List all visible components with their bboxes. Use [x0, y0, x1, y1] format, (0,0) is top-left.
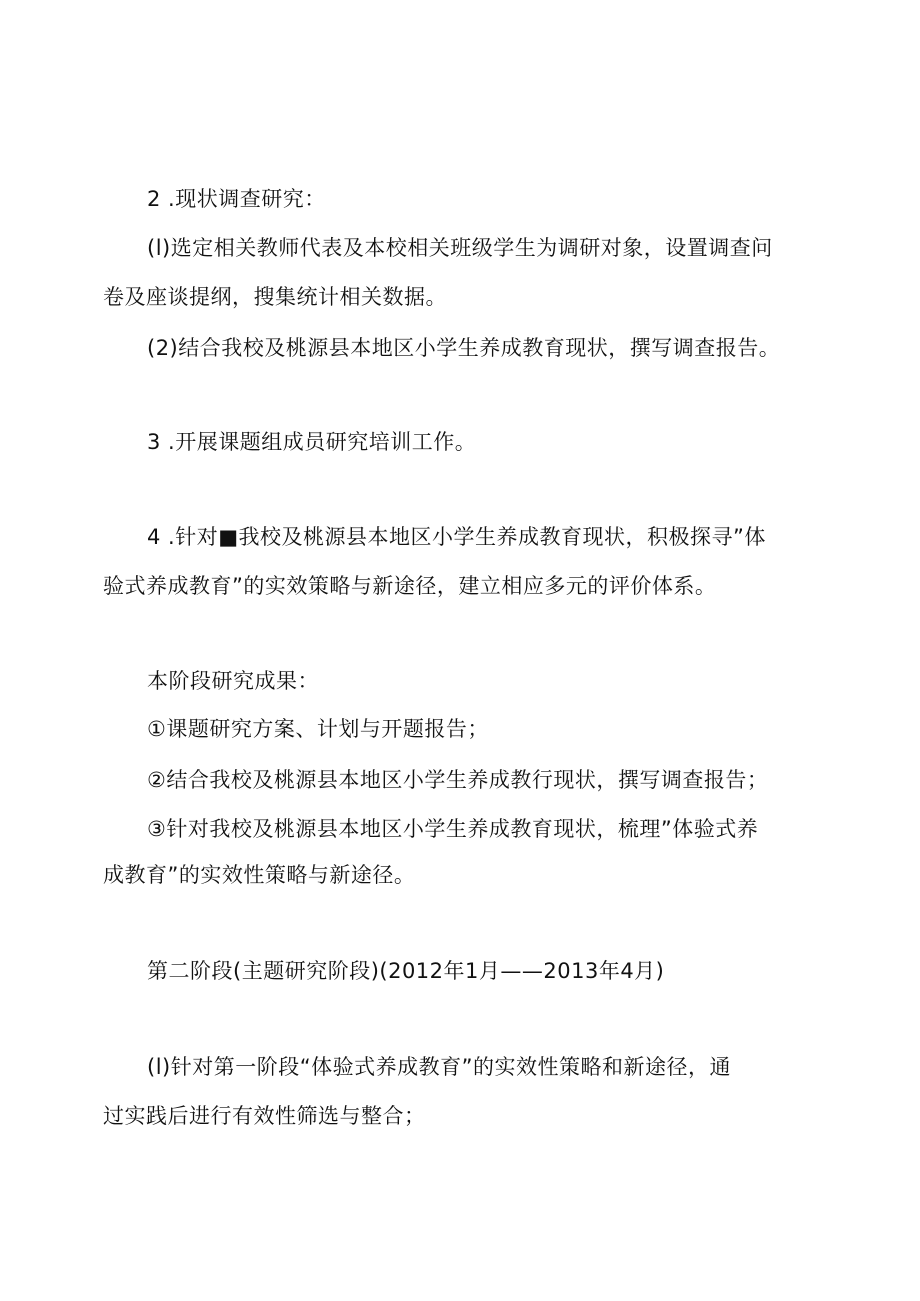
phase-2-item-1-line-2: 过实践后进行有效性筛选与整合；	[103, 1104, 426, 1128]
phase-2-heading: 第二阶段(主题研究阶段)(2012年1月——2013年4月)	[147, 959, 665, 983]
section-4-line-2: 验式养成教育”的实效策略与新途径，建立相应多元的评价体系。	[103, 574, 717, 598]
result-item-3-line-2: 成教育”的实效性策略与新途径。	[103, 863, 416, 887]
section-2-item-1-line-2: 卷及座谈提纲，搜集统计相关数据。	[103, 285, 447, 309]
section-4-line-1: 4 .针对■我校及桃源县本地区小学生养成教育现状，积极探寻”体	[147, 525, 766, 549]
phase-2-item-1-line-1: (l)针对第一阶段“体验式养成教育”的实效性策略和新途径，通	[147, 1055, 731, 1079]
section-3-heading: 3 .开展课题组成员研究培训工作。	[147, 430, 477, 454]
section-2-heading: 2 .现状调查研究：	[147, 187, 326, 211]
section-2-item-2: (2)结合我校及桃源县本地区小学生养成教育现状，撰写调查报告。	[147, 336, 781, 360]
result-item-2: ②结合我校及桃源县本地区小学生养成教行现状，撰写调查报告；	[147, 768, 769, 792]
result-item-1: ①课题研究方案、计划与开题报告；	[147, 717, 489, 741]
section-2-item-1-line-1: (l)选定相关教师代表及本校相关班级学生为调研对象，设置调查问	[147, 236, 773, 260]
result-item-3-line-1: ③针对我校及桃源县本地区小学生养成教育现状，梳理”体验式养	[147, 817, 759, 841]
results-heading: 本阶段研究成果：	[147, 669, 319, 693]
